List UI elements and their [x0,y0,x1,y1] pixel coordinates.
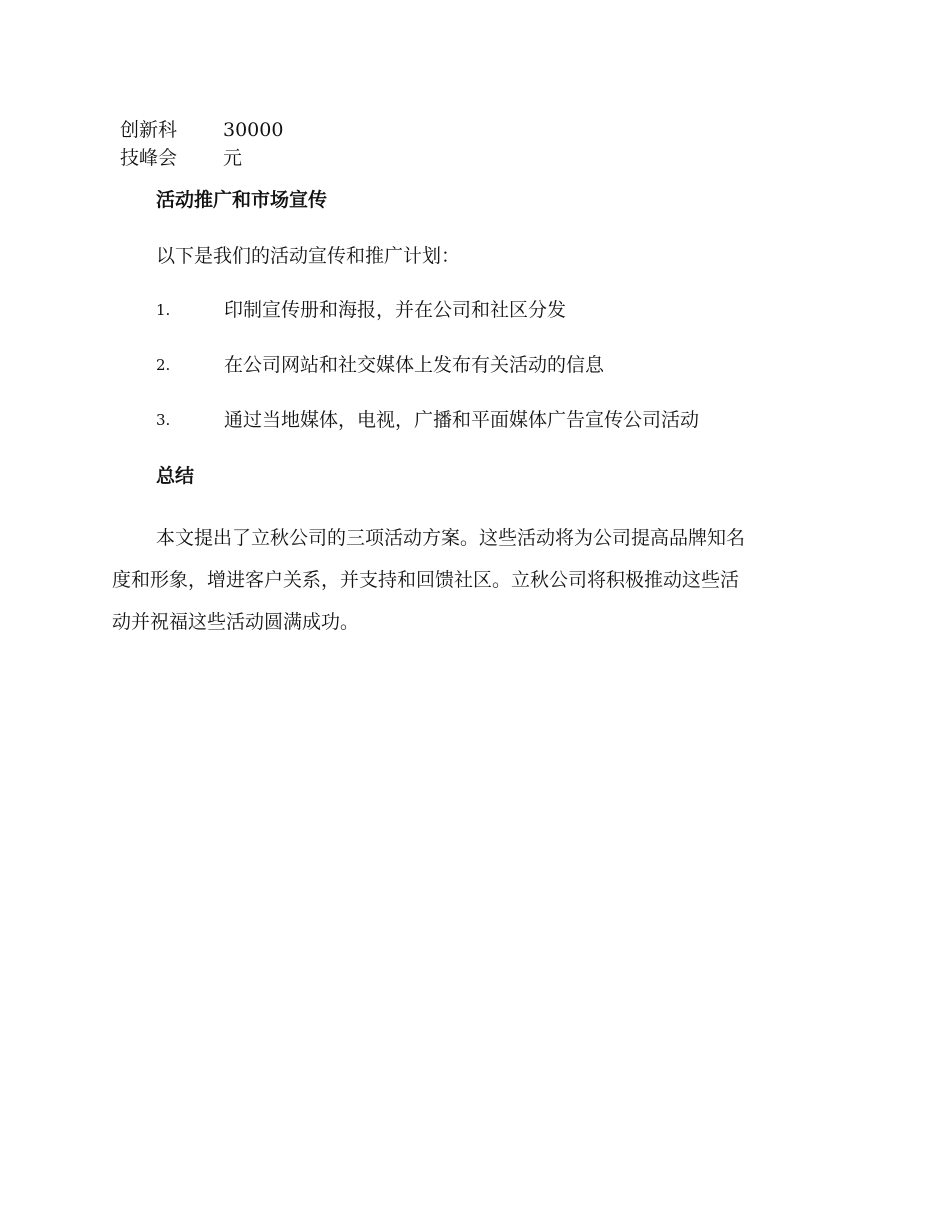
list-number: 3. [156,411,171,429]
section-heading-promotion: 活动推广和市场宣传 [156,189,328,211]
list-item [156,351,856,379]
list-item [156,296,856,324]
list-text: 通过当地媒体，电视，广播和平面媒体广告宣传公司活动 [224,409,700,431]
table-cell-budget: 30000 [223,119,284,141]
summary-line: 本文提出了立秋公司的三项活动方案。这些活动将为公司提高品牌知名 [156,527,746,549]
table-cell-event-name: 技峰会 [120,147,178,169]
table-cell-event-name: 创新科 [120,119,178,141]
promotion-intro: 以下是我们的活动宣传和推广计划： [156,245,461,267]
section-heading-summary: 总结 [156,465,195,487]
list-text: 在公司网站和社交媒体上发布有关活动的信息 [224,354,605,376]
summary-line: 动并祝福这些活动圆满成功。 [112,611,360,633]
summary-paragraph [112,517,832,643]
summary-line: 度和形象，增进客户关系，并支持和回馈社区。立秋公司将积极推动这些活 [112,569,740,591]
list-text: 印制宣传册和海报，并在公司和社区分发 [224,299,567,321]
list-number: 1. [156,301,171,319]
table-cell-budget: 元 [223,147,243,169]
list-number: 2. [156,356,171,374]
list-item [156,406,856,434]
